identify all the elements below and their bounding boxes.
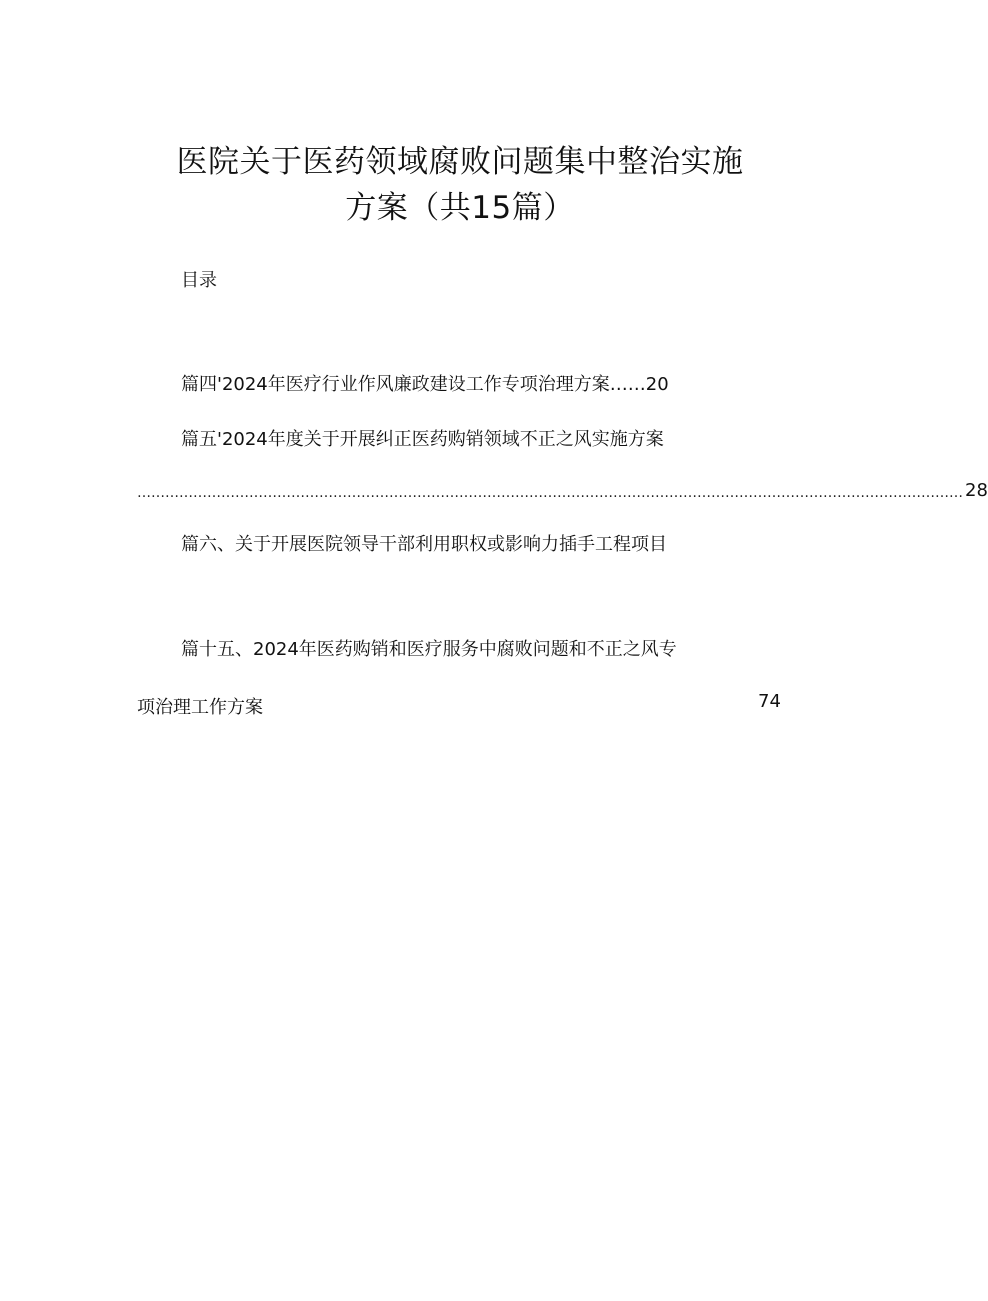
document-title-line-2: 方案（共15篇） (345, 190, 575, 226)
toc-leader-dots: …………………………………………………………………………………………………………………………………………………………… (137, 485, 963, 501)
toc-entry-15-line-1[interactable]: 篇十五、2024年医药购销和医疗服务中腐败问题和不正之风专 (181, 639, 677, 660)
toc-entry-6[interactable]: 篇六、关于开展医院领导干部利用职权或影响力插手工程项目 (181, 534, 667, 555)
toc-entry-5[interactable]: 篇五'2024年度关于开展纠正医药购销领域不正之风实施方案 (181, 429, 664, 450)
toc-entry-15-line-2[interactable]: 项治理工作方案 (137, 697, 263, 718)
toc-entry-4[interactable]: 篇四'2024年医疗行业作风廉政建设工作专项治理方案……20 (181, 374, 669, 395)
document-title-line-1: 医院关于医药领域腐败问题集中整治实施 (176, 144, 744, 180)
toc-entry-5-page-number: 28 (965, 480, 988, 501)
toc-heading: 目录 (181, 270, 217, 291)
toc-entry-5-leader-row (137, 479, 988, 503)
toc-entry-15-page-number: 74 (758, 691, 781, 712)
